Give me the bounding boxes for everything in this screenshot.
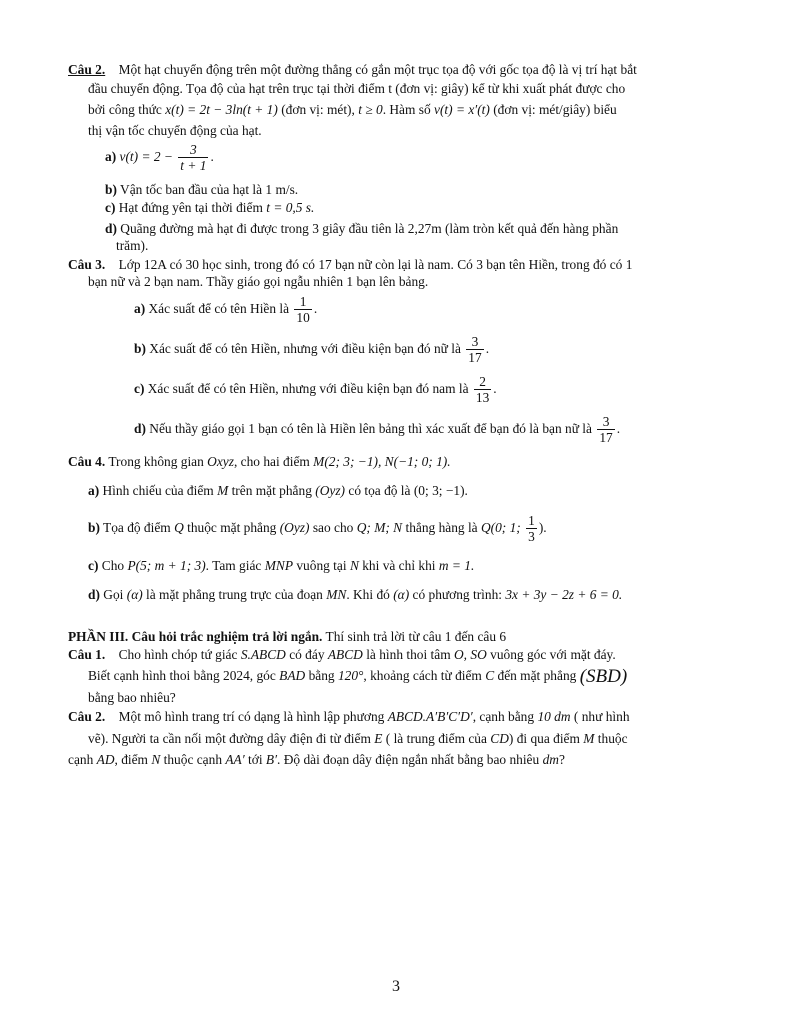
p3q1-text-1c: là hình thoi tâm — [366, 647, 451, 662]
q4-c-N: N — [349, 558, 359, 573]
p3q1-C: C — [485, 668, 495, 683]
q4-a-coord: (0; 3; −1). — [413, 483, 468, 498]
q4-d-alpha-2: (α) — [393, 587, 410, 602]
p3q2-AA: AA′ — [225, 752, 245, 767]
q4-a-M: M — [217, 483, 229, 498]
q3-b-label: b) — [134, 341, 146, 356]
p3q2-line-1 — [68, 708, 630, 726]
q4-c-P: P(5; m + 1; 3) — [127, 558, 206, 573]
p3q2-M: M — [583, 731, 595, 746]
q4-b-text-3: sao cho — [312, 520, 354, 535]
q4-option-d — [88, 586, 622, 604]
q2-formula-x: x(t) = 2t − 3ln(t + 1) — [165, 102, 278, 117]
q4-option-c — [88, 557, 474, 575]
p3q1-pyr: S.ABCD — [240, 647, 286, 662]
p3q1-text-1a: Cho hình chóp tứ giác — [118, 647, 238, 662]
q4-d-text-4: có phương trình: — [412, 587, 502, 602]
p3q2-text-3c: thuộc cạnh — [163, 752, 223, 767]
q4-b-text-1: Tọa độ điểm — [103, 520, 171, 535]
q2-c-val: t = 0,5 s. — [266, 200, 315, 215]
part3-sub: Thí sinh trả lời từ câu 1 đến câu 6 — [325, 629, 507, 644]
q2-c-label: c) — [105, 200, 116, 215]
p3q2-B: B′ — [265, 752, 278, 767]
q4-option-a — [88, 482, 468, 500]
q3-b-fraction — [466, 334, 483, 365]
q3-text-1: Lớp 12A có 30 học sinh, trong đó có 17 bạn nữ còn lại là nam. Có 3 bạn tên Hiền, trong đó có 1 — [118, 257, 633, 272]
p3q2-line-3 — [68, 751, 565, 769]
q2-b-text: Vận tốc ban đầu của hạt là 1 m/s. — [120, 182, 299, 197]
q3-text-2: bạn nữ và 2 bạn nam. Thầy giáo gọi ngẫu nhiên 1 bạn lên bảng. — [88, 274, 429, 289]
q4-a-label: a) — [88, 483, 100, 498]
p3q1-SBD: (SBD) — [579, 666, 628, 687]
q4-b-fraction — [526, 513, 537, 544]
q2-a-num: 3 — [178, 142, 208, 158]
q4-b-text-4: thẳng hàng là — [405, 520, 478, 535]
q2-text-3c: . Hàm số — [382, 102, 431, 117]
q3-c-den: 13 — [475, 390, 490, 406]
p3q2-edge: 10 dm — [537, 709, 571, 724]
q3-c-label: c) — [134, 381, 145, 396]
p3q2-text-2b: ( là trung điểm của — [385, 731, 487, 746]
q4-c-tri: MNP — [264, 558, 293, 573]
p3q1-text-1b: có đáy — [289, 647, 325, 662]
q2-d-label: d) — [105, 221, 117, 236]
q3-option-d: d) Nếu thầy giáo gọi 1 bạn có tên là Hiền lên bảng thì xác xuất để bạn đó là bạn nữ là $\frac{3}{17}$ . — [134, 414, 621, 446]
q4-a-text-1: Hình chiếu của điểm — [102, 483, 214, 498]
p3q2-text-2c: ) đi qua điểm — [508, 731, 580, 746]
p3q2-text-2a: vẽ). Người ta cần nối một đường dây điện đi từ điểm — [88, 731, 371, 746]
p3q2-unit: dm — [542, 752, 559, 767]
p3q2-text-3a: cạnh — [68, 752, 94, 767]
p3q2-line-2 — [88, 730, 628, 748]
p3q1-text-3: bằng bao nhiêu? — [88, 690, 176, 705]
p3q1-text-2c: , khoảng cách từ điểm — [363, 668, 482, 683]
q3-d-text: Nếu thầy giáo gọi 1 bạn có tên là Hiền lên bảng thì xác xuất để bạn đó là bạn nữ là — [149, 421, 592, 436]
q3-d-fraction — [597, 414, 614, 445]
p3q1-line-3 — [88, 689, 176, 707]
p3q2-AD: AD — [96, 752, 115, 767]
q2-d-text-2: trăm). — [116, 238, 149, 253]
q4-a-text-2: trên mặt phẳng — [231, 483, 312, 498]
q2-text-3d: (đơn vị: mét/giây) biểu — [493, 102, 617, 117]
q4-a-plane: (Oyz) — [315, 483, 346, 498]
q4-label: Câu 4. — [68, 454, 106, 469]
q3-label: Câu 3. — [68, 257, 106, 272]
p3q2-text-3d: tới — [248, 752, 263, 767]
p3q2-text-1c: ( như hình — [573, 709, 630, 724]
q2-label: Câu 2. — [68, 62, 106, 77]
q2-text-2: đầu chuyển động. Tọa độ của hạt trên trục tại thời điểm t (đơn vị: giây) kể từ khi xuất phát được cho — [88, 81, 626, 96]
q2-option-d-cont — [116, 237, 148, 255]
page-number: 3 — [392, 978, 400, 995]
q2-d-text-1: Quãng đường mà hạt đi được trong 3 giây đầu tiên là 2,27m (làm tròn kết quả đến hàng phần — [120, 221, 619, 236]
q2-option-d — [105, 220, 618, 238]
q4-b-plane: (Oyz) — [279, 520, 310, 535]
q3-d-label: d) — [134, 421, 146, 436]
q4-c-text-4: khi và chỉ khi — [362, 558, 436, 573]
p3q1-line-1 — [68, 646, 616, 664]
q4-b-num: 1 — [528, 513, 535, 529]
p3q1-BAD: BAD — [279, 668, 306, 683]
q3-d-den: 17 — [599, 430, 613, 446]
q4-b-text-2: thuộc mặt phẳng — [187, 520, 277, 535]
q4-b-coord-a: Q(0; 1; — [480, 520, 521, 535]
q4-c-text-2: . Tam giác — [205, 558, 262, 573]
q4-text-1b: , cho hai điểm — [233, 454, 310, 469]
p3q2-q: ? — [558, 752, 565, 767]
q3-line-1 — [68, 256, 632, 274]
q4-b-label: b) — [88, 520, 100, 535]
p3q2-text-1b: , cạnh bằng — [472, 709, 535, 724]
p3q1-label: Câu 1. — [68, 647, 106, 662]
p3q1-O: O, — [454, 647, 468, 662]
q2-text-3b: (đơn vị: mét), — [281, 102, 355, 117]
q2-line-1 — [68, 61, 637, 79]
q4-a-text-3: có tọa độ là — [348, 483, 411, 498]
q2-text-3a: bởi công thức — [88, 102, 162, 117]
q4-b-Q: Q — [174, 520, 184, 535]
part3-title: PHẦN III. Câu hỏi trắc nghiệm trả lời ngắn. — [68, 629, 323, 644]
q4-points: M(2; 3; −1), N(−1; 0; 1). — [313, 454, 451, 469]
q2-text-4: thị vận tốc chuyển động của hạt. — [88, 123, 262, 138]
p3q2-CD: CD — [490, 731, 509, 746]
q4-b-pts: Q; M; N — [356, 520, 403, 535]
q3-c-text: Xác suất để có tên Hiền, nhưng với điều kiện bạn đó nam là — [147, 381, 469, 396]
p3q2-E: E — [374, 731, 383, 746]
q2-formula-v: v(t) = x′(t) — [434, 102, 490, 117]
q4-d-text-3: . Khi đó — [346, 587, 390, 602]
q3-line-2 — [88, 273, 428, 291]
q2-option-c — [105, 199, 314, 217]
q4-b-coord-b: ). — [538, 520, 547, 535]
q4-d-text-2: là mặt phẳng trung trực của đoạn — [146, 587, 323, 602]
p3q1-text-2d: đến mặt phẳng — [497, 668, 577, 683]
p3q2-cube: ABCD.A′B′C′D′ — [387, 709, 473, 724]
q4-c-text-1: Cho — [101, 558, 125, 573]
q2-cond: t ≥ 0 — [358, 102, 383, 117]
q3-option-c: c) Xác suất để có tên Hiền, nhưng với điều kiện bạn đó nam là $\frac{2}{13}$ . — [134, 374, 497, 406]
q4-text-1a: Trong không gian — [108, 454, 204, 469]
q2-line-2 — [88, 80, 625, 98]
q3-d-num: 3 — [597, 414, 614, 430]
q3-b-num: 3 — [466, 334, 483, 350]
q2-line-3 — [88, 101, 617, 119]
q3-option-b: b) Xác suất để có tên Hiền, nhưng với điều kiện bạn đó nữ là $\frac{3}{17}$ . — [134, 334, 490, 366]
p3q1-SO: SO — [470, 647, 487, 662]
p3q1-text-2b: bằng — [308, 668, 335, 683]
q3-b-text: Xác suất để có tên Hiền, nhưng với điều kiện bạn đó nữ là — [149, 341, 461, 356]
p3q2-N: N — [151, 752, 161, 767]
q3-a-label: a) — [134, 301, 146, 316]
p3q1-text-1d: vuông góc với mặt đáy. — [490, 647, 616, 662]
p3q2-text-3e: . Độ dài đoạn dây điện ngắn nhất bằng bao nhiêu — [277, 752, 540, 767]
q2-c-text: Hạt đứng yên tại thời điểm — [118, 200, 263, 215]
q4-d-text-1: Gọi — [103, 587, 124, 602]
q4-d-alpha: (α) — [126, 587, 143, 602]
q4-d-label: d) — [88, 587, 100, 602]
q3-option-a: a) Xác suất để có tên Hiền là $\frac{1}{10}$ . — [134, 294, 318, 326]
q4-option-b — [88, 510, 547, 546]
q3-a-text: Xác suất để có tên Hiền là — [148, 301, 290, 316]
q3-a-num: 1 — [294, 294, 311, 310]
p3q2-text-3b: , điểm — [114, 752, 148, 767]
q2-a-label: a) — [105, 149, 117, 164]
p3q1-base: ABCD — [327, 647, 363, 662]
p3q2-label: Câu 2. — [68, 709, 106, 724]
q4-b-den: 3 — [528, 529, 535, 545]
q3-a-den: 10 — [296, 310, 310, 326]
q4-d-eq: 3x + 3y − 2z + 6 = 0. — [505, 587, 623, 602]
p3q1-angle: 120° — [337, 668, 364, 683]
q2-a-fraction — [178, 142, 208, 173]
q3-a-fraction — [294, 294, 311, 325]
q4-line-1 — [68, 453, 451, 471]
q4-c-text-3: vuông tại — [296, 558, 347, 573]
q3-b-den: 17 — [468, 350, 482, 366]
q4-c-label: c) — [88, 558, 99, 573]
q2-option-a: a) v(t) = 2 − $\frac{3}{t + 1}$ . — [105, 142, 214, 174]
q2-line-4 — [88, 122, 262, 140]
p3q1-line-2 — [88, 667, 627, 686]
part3-header — [68, 628, 506, 646]
q2-a-lhs: v(t) = 2 − — [119, 149, 173, 164]
q3-c-num: 2 — [474, 374, 491, 390]
q2-b-label: b) — [105, 182, 117, 197]
q4-d-seg: MN — [326, 587, 347, 602]
q2-a-den: t + 1 — [180, 158, 207, 174]
q2-text-1: Một hạt chuyển động trên một đường thẳng có gắn một trục tọa độ với gốc tọa độ là vị trí hạt bắt — [118, 62, 637, 77]
q4-space: Oxyz — [207, 454, 234, 469]
p3q2-text-2d: thuộc — [597, 731, 628, 746]
q4-c-m: m = 1. — [438, 558, 475, 573]
q2-option-b — [105, 181, 298, 199]
p3q1-text-2a: Biết cạnh hình thoi bằng 2024, góc — [88, 668, 276, 683]
q3-c-fraction — [474, 374, 491, 405]
p3q2-text-1a: Một mô hình trang trí có dạng là hình lập phương — [118, 709, 385, 724]
